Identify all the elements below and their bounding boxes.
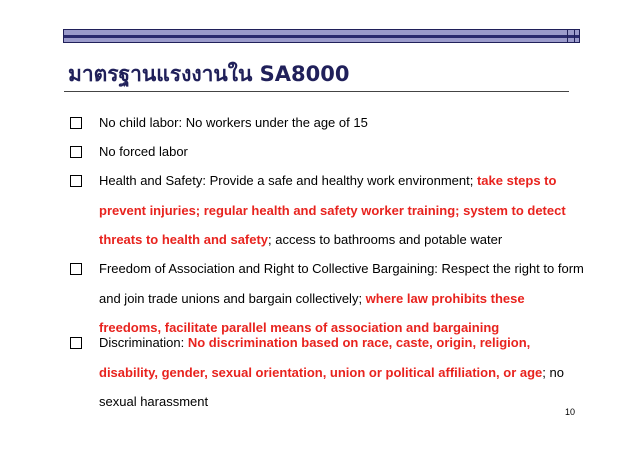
bullet-text-segment: No child labor: No workers under the age of 15: [99, 115, 368, 130]
bullet-text-segment: No forced labor: [99, 144, 188, 159]
square-bullet-icon: [70, 146, 82, 158]
bullet-text-segment: ; no sexual harassment: [99, 364, 564, 409]
page-number: 10: [564, 407, 575, 417]
bullet-text: [99, 166, 589, 255]
slide-title: มาตรฐานแรงงานใน SA8000: [68, 62, 350, 86]
square-bullet-icon: [70, 175, 82, 187]
bullet-text-segment: Health and Safety: Provide a safe and healthy work environment;: [99, 173, 477, 188]
square-bullet-icon: [70, 117, 82, 129]
bullet-text-segment: Freedom of Association and Right to Collective Bargaining: Respect the right to form and join trade unions and bargain collectively;: [99, 261, 584, 306]
square-bullet-icon: [70, 263, 82, 275]
bullet-text-segment: Discrimination:: [99, 335, 188, 350]
square-bullet-icon: [70, 337, 82, 349]
highlighted-text: where law prohibits these freedoms, facilitate parallel means of association and bargaining: [99, 290, 525, 335]
bullet-text: [99, 108, 589, 138]
bullet-text: [99, 137, 589, 167]
highlighted-text: take steps to prevent injuries; regular health and safety worker training; system to detect threats to health and safety: [99, 173, 566, 247]
bullet-text: [99, 328, 589, 417]
highlighted-text: No discrimination based on race, caste, origin, religion, disability, gender, sexual orientation, union or political affiliation, or age: [99, 335, 543, 380]
bullet-text-segment: ; access to bathrooms and potable water: [268, 232, 503, 247]
